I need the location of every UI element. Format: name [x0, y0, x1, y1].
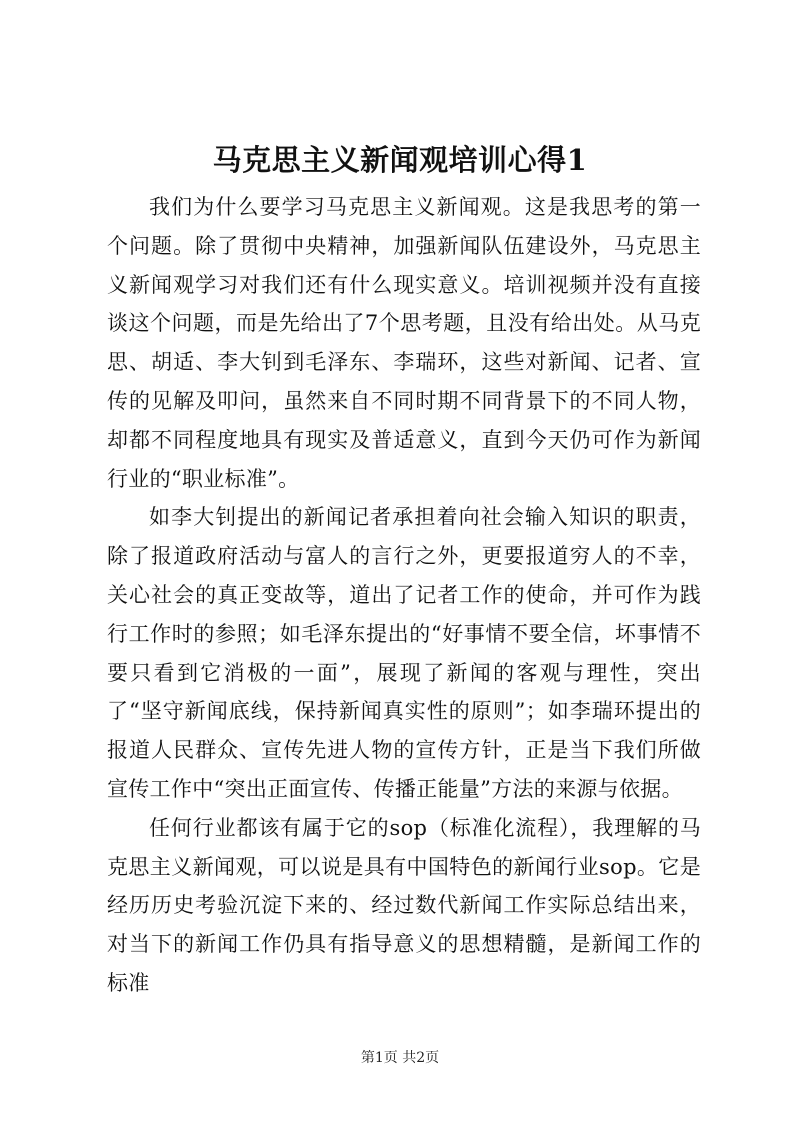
- paragraph-3: 任何行业都该有属于它的sop（标准化流程），我理解的马克思主义新闻观，可以说是具有中国特色的新闻行业sop。它是经历历史考验沉淀下来的、经过数代新闻工作实际总结出来，对当下的新闻工作仍具有指导意义的思想精髓，是新闻工作的标准: [107, 815, 701, 995]
- document-title: 马克思主义新闻观培训心得1: [212, 143, 588, 177]
- paragraph-2: 如李大钊提出的新闻记者承担着向社会输入知识的职责，除了报道政府活动与富人的言行之外，更要报道穷人的不幸，关心社会的真正变故等，道出了记者工作的使命，并可作为践行工作时的参照；如毛泽东提出的“好事情不要全信，坏事情不要只看到它消极的一面”，展现了新闻的客观与理性，突出了“坚守新闻底线，保持新闻真实性的原则”；如李瑞环提出的报道人民群众、宣传先进人物的宣传方针，正是当下我们所做宣传工作中“突出正面宣传、传播正能量”方法的来源与依据。: [107, 505, 701, 801]
- document-body: [107, 188, 701, 1003]
- paragraph-1: 我们为什么要学习马克思主义新闻观。这是我思考的第一个问题。除了贯彻中央精神，加强新闻队伍建设外，马克思主义新闻观学习对我们还有什么现实意义。培训视频并没有直接谈这个问题，而是先给出了7个思考题，且没有给出处。从马克思、胡适、李大钊到毛泽东、李瑞环，这些对新闻、记者、宣传的见解及叩问，虽然来自不同时期不同背景下的不同人物，却都不同程度地具有现实及普适意义，直到今天仍可作为新闻行业的“职业标准”。: [107, 195, 701, 491]
- page-number-footer: 第1页 共2页: [360, 1050, 440, 1066]
